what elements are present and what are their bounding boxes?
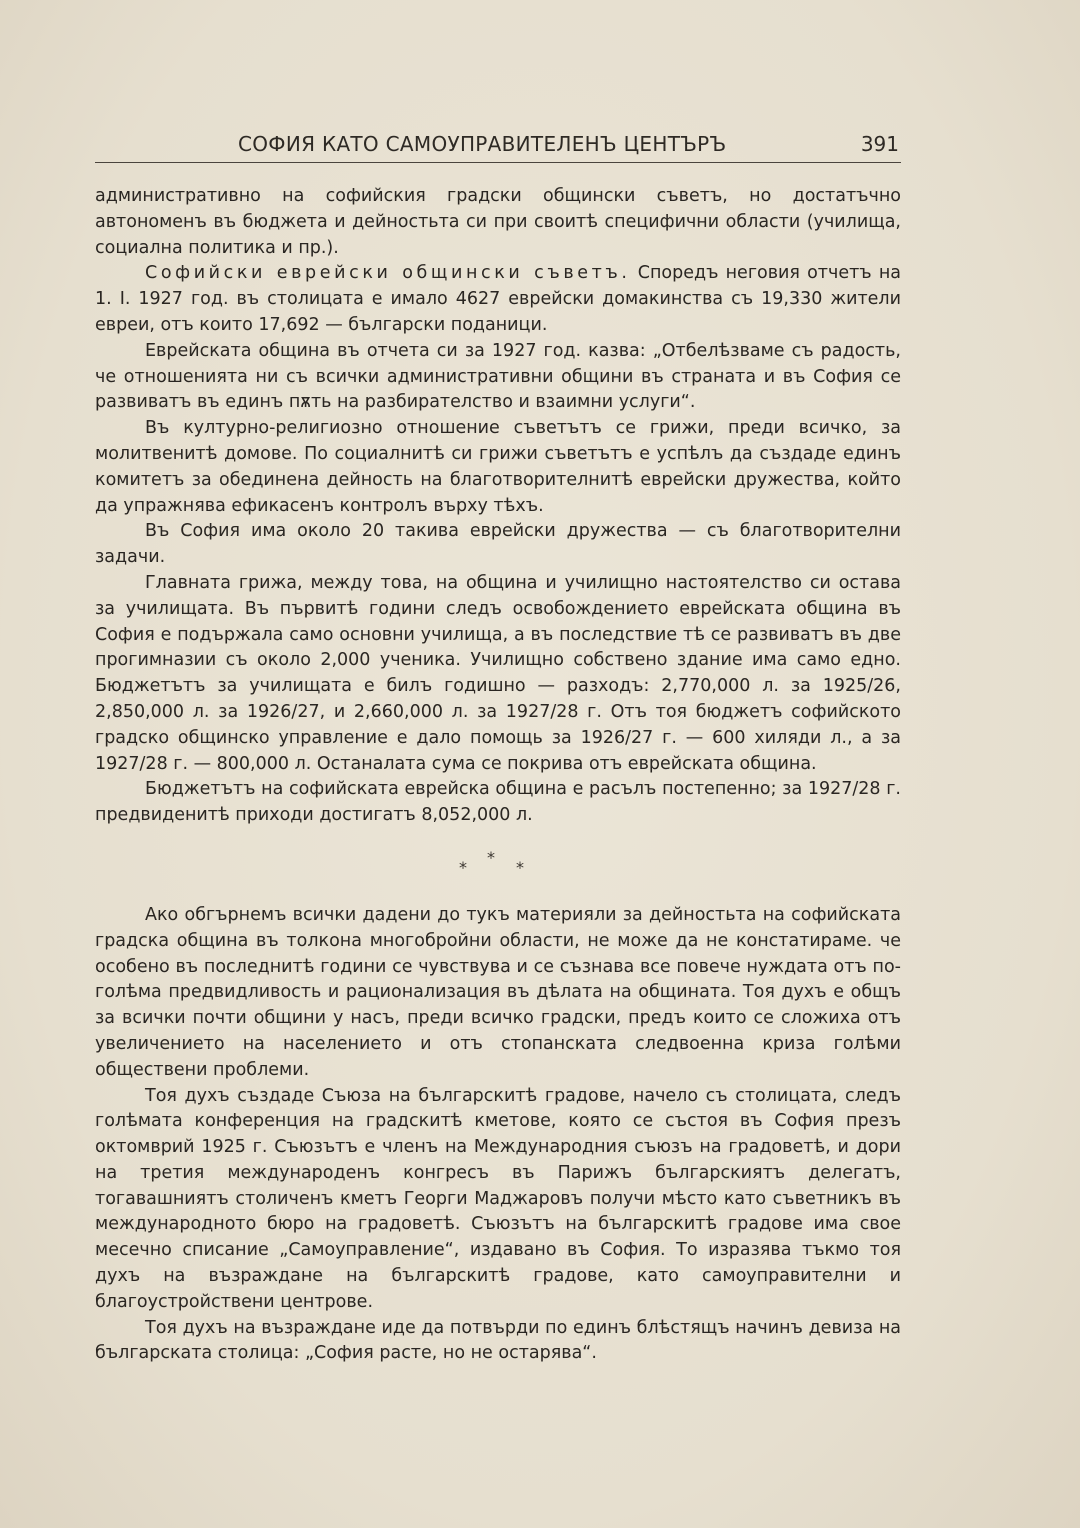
asterisk-icon: *	[487, 847, 495, 867]
paragraph-6: Главната грижа, между това, на община и училищно настоятелство си остава за училищата. Въ първитѣ години следъ освобождението еврейската община въ София е подържала само основни училища, а въ последствие тѣ се развиватъ въ две прогимназии съ около 2,000 ученика. Училищно собствено здание има само едно. Бюджетътъ за училищата е билъ годишно — разходъ: 2,770,000 л. за 1925/26, 2,850,000 л. за 1926/27, и 2,660,000 л. за 1927/28 г. Отъ тоя бюджетъ софийското градско общинско управление е дало помощь за 1926/27 г. — 600 хиляди л., а за 1927/28 г. — 800,000 л. Останалата сума се покрива отъ еврейската община.	[95, 572, 901, 774]
running-header	[95, 128, 901, 163]
paragraph-5: Въ София има около 20 такива еврейски дружества — съ благотворителни задачи.	[95, 521, 901, 568]
running-title: СОФИЯ КАТО САМОУПРАВИТЕЛЕНЪ ЦЕНТЪРЪ	[238, 132, 727, 156]
paragraph-8: Ако обгърнемъ всички дадени до тукъ материяли за дейностьта на софийската градска община въ толкона многобройни области, не може да не констатираме. че особено въ последнитѣ години се чувствува и се съзнава все повече нуждата отъ по-голѣма предвидливость и рационализация въ дѣлата на общината. Тоя духъ е общъ за всички почти общини у насъ, преди всичко градски, предъ които се сложиха отъ увеличението на населението и отъ стопанската следвоенна криза голѣми обществени проблеми.	[95, 904, 901, 1080]
paragraph-2-text: Споредъ неговия отчетъ на 1. I. 1927 год. въ столицата е имало 4627 еврейски домакинства съ 19,330 жители евреи, отъ които 17,692 — български поданици.	[95, 263, 902, 335]
paragraph-10: Тоя духъ на възраждане иде да потвърди по единъ блѣстящъ начинъ девиза на българската столица: „София расте, но не остарява“.	[95, 1317, 901, 1364]
page-number: 391	[860, 132, 899, 156]
body-text	[95, 184, 901, 1367]
asterism-divider	[95, 837, 901, 897]
asterisk-icon: *	[516, 857, 524, 877]
paragraph-1: административно на софийския градски общински съветъ, но достатъчно автономенъ въ бюджета и дейностьта си при своитѣ специфични области (училища, социална политика и пр.).	[95, 186, 901, 258]
paragraph-9: Тоя духъ създаде Съюза на българскитѣ градове, начело съ столицата, следъ голѣмата конференция на градскитѣ кметове, която се състоя въ София презъ октомврий 1925 г. Съюзътъ е членъ на Международния съюзъ на градоветѣ, и дори на третия международенъ конгресъ въ Парижъ българскиятъ делегатъ, тогавашниятъ столиченъ кметъ Георги Маджаровъ получи мѣсто като съветникъ въ международното бюро на градоветѣ. Съюзътъ на българскитѣ градове има свое месечно списание „Самоуправление“, издавано въ София. То изразява тъкмо тоя духъ на възраждане на българскитѣ градове, като самоуправителни и благоустройствени центрове.	[95, 1085, 901, 1312]
paragraph-3: Еврейската община въ отчета си за 1927 год. казва: „Отбелѣзваме съ радость, че отношенията ни съ всички административни общини въ страната и въ София се развиватъ въ единъ пѫть на разбирателство и взаимни услуги“.	[95, 340, 901, 413]
paragraph-4: Въ културно-религиозно отношение съветътъ се грижи, преди всичко, за молитвенитѣ домове. По социалнитѣ си грижи съветътъ е успѣлъ да създаде единъ комитетъ за обединена дейность на благотворителнитѣ еврейски дружества, който да упражнява ефикасенъ контролъ върху тѣхъ.	[95, 418, 901, 516]
paragraph-2	[95, 261, 901, 338]
paragraph-7: Бюджетътъ на софийската еврейска община е расълъ постепенно; за 1927/28 г. предвиденитѣ приходи достигатъ 8,052,000 л.	[95, 779, 901, 826]
asterisk-icon: *	[459, 857, 467, 877]
section-heading-jewish-council: Софийски еврейски общински съветъ.	[145, 263, 631, 284]
